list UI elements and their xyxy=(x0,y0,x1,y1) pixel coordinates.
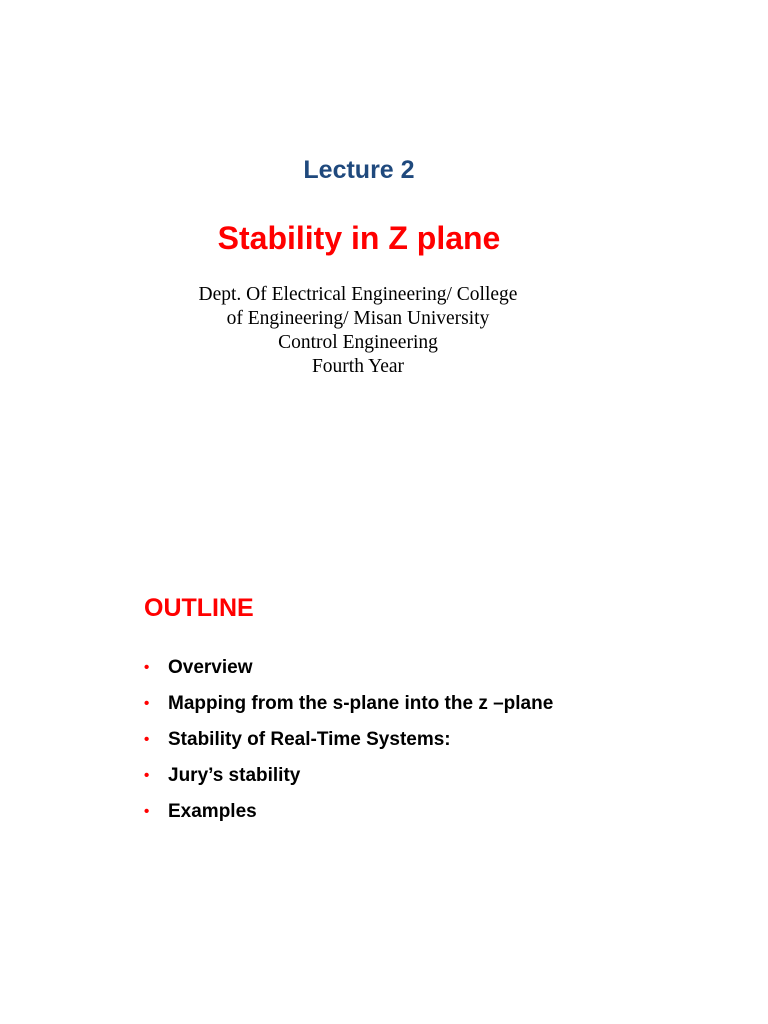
department-info xyxy=(0,283,716,379)
department-line: of Engineering/ Misan University xyxy=(226,308,490,329)
bullet-icon: • xyxy=(144,659,150,676)
list-item xyxy=(144,692,553,728)
lecture-number: Lecture 2 xyxy=(303,156,415,184)
list-item xyxy=(144,728,553,764)
list-item xyxy=(144,764,553,800)
list-item-text: Mapping from the s-plane into the z –plane xyxy=(168,693,554,714)
list-item-text: Examples xyxy=(168,801,257,822)
year-label: Fourth Year xyxy=(311,356,405,377)
page-title: Stability in Z plane xyxy=(217,220,501,256)
bullet-icon: • xyxy=(144,695,150,712)
department-line: Dept. Of Electrical Engineering/ College xyxy=(198,284,518,305)
outline-heading: OUTLINE xyxy=(144,594,254,622)
list-item xyxy=(144,656,553,692)
bullet-icon: • xyxy=(144,803,150,820)
list-item-text: Stability of Real-Time Systems: xyxy=(168,729,451,750)
bullet-icon: • xyxy=(144,767,150,784)
list-item xyxy=(144,800,553,836)
list-item-text: Overview xyxy=(168,657,253,678)
bullet-icon: • xyxy=(144,731,150,748)
list-item-text: Jury’s stability xyxy=(168,765,301,786)
course-name: Control Engineering xyxy=(278,332,438,353)
outline-list xyxy=(144,656,553,836)
